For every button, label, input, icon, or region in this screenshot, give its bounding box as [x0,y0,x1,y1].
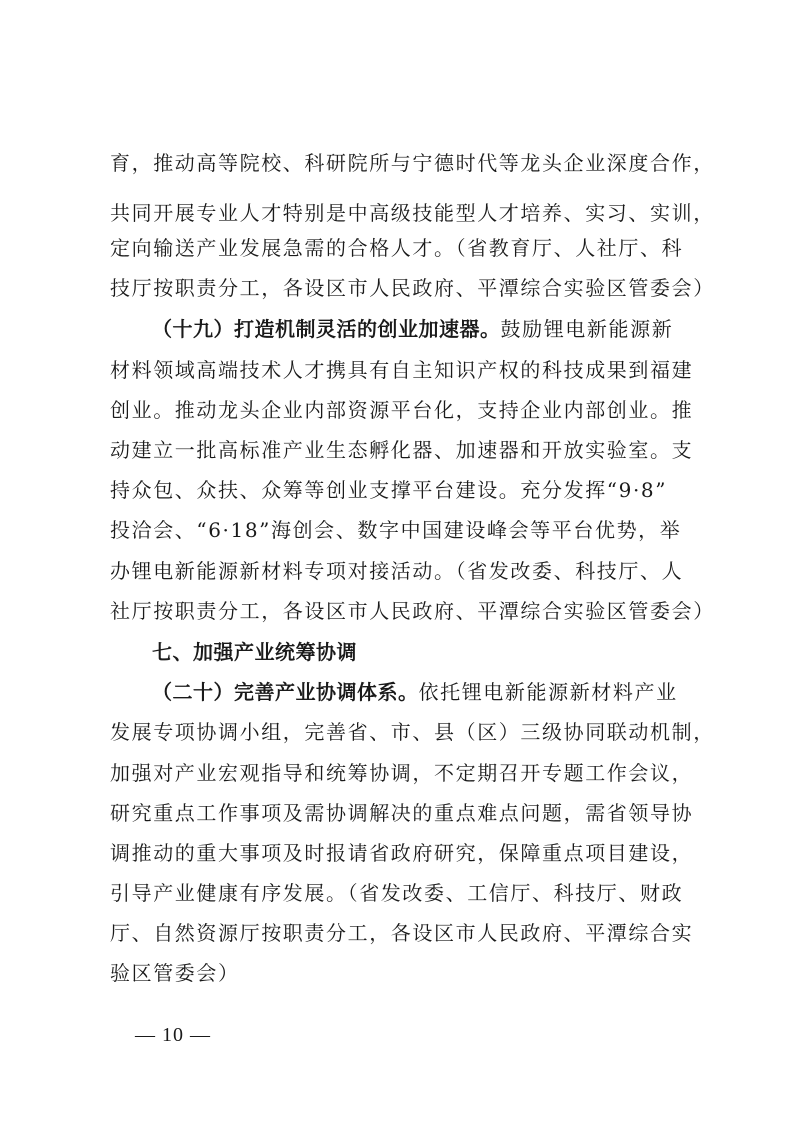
paragraph-text: 鼓励锂电新能源新 [500,317,674,341]
text-line: 验区管委会） [110,961,240,985]
text-line: 调推动的重大事项及时报请省政府研究，保障重点项目建设， [110,841,694,865]
paragraph-title: （十九）打造机制灵活的创业加速器。 [152,317,501,341]
paragraph-text: 依托锂电新能源新材料产业 [418,680,678,704]
text-line: 持众包、众扶、众筹等创业支撑平台建设。充分发挥“9·8” [110,478,668,502]
section-heading: 七、加强产业统筹协调 [152,640,357,664]
paragraph-title: （二十）完善产业协调体系。 [152,680,419,704]
text-line: 育，推动高等院校、科研院所与宁德时代等龙头企业深度合作， [110,151,715,175]
paragraph-first-line [152,679,700,705]
page-number: — 10 — [135,1024,211,1046]
text-line: 材料领域高端技术人才携具有自主知识产权的科技成果到福建 [110,358,694,382]
text-line: 研究重点工作事项及需协调解决的重点难点问题，需省领导协 [110,801,694,825]
text-line: 社厅按职责分工，各设区市人民政府、平潭综合实验区管委会） [110,599,715,623]
text-line: 创业。推动龙头企业内部资源平台化，支持企业内部创业。推 [110,398,694,422]
text-line: 技厅按职责分工，各设区市人民政府、平潭综合实验区管委会） [110,276,715,300]
text-line: 引导产业健康有序发展。（省发改委、工信厅、科技厅、财政 [110,881,684,905]
text-line: 加强对产业宏观指导和统筹协调，不定期召开专题工作会议， [110,761,694,785]
text-line: 投洽会、“6·18”海创会、数字中国建设峰会等平台优势，举 [110,518,682,542]
text-line: 动建立一批高标准产业生态孵化器、加速器和开放实验室。支 [110,438,694,462]
text-line: 发展专项协调小组，完善省、市、县（区）三级协同联动机制， [110,720,715,744]
text-line: 厅、自然资源厅按职责分工，各设区市人民政府、平潭综合实 [110,921,694,945]
text-line: 办锂电新能源新材料专项对接活动。（省发改委、科技厅、人 [110,559,684,583]
text-line: 共同开展专业人才特别是中高级技能型人才培养、实习、实训， [110,201,715,225]
paragraph-first-line [152,316,700,342]
text-line: 定向输送产业发展急需的合格人才。（省教育厅、人社厅、科 [110,236,684,260]
